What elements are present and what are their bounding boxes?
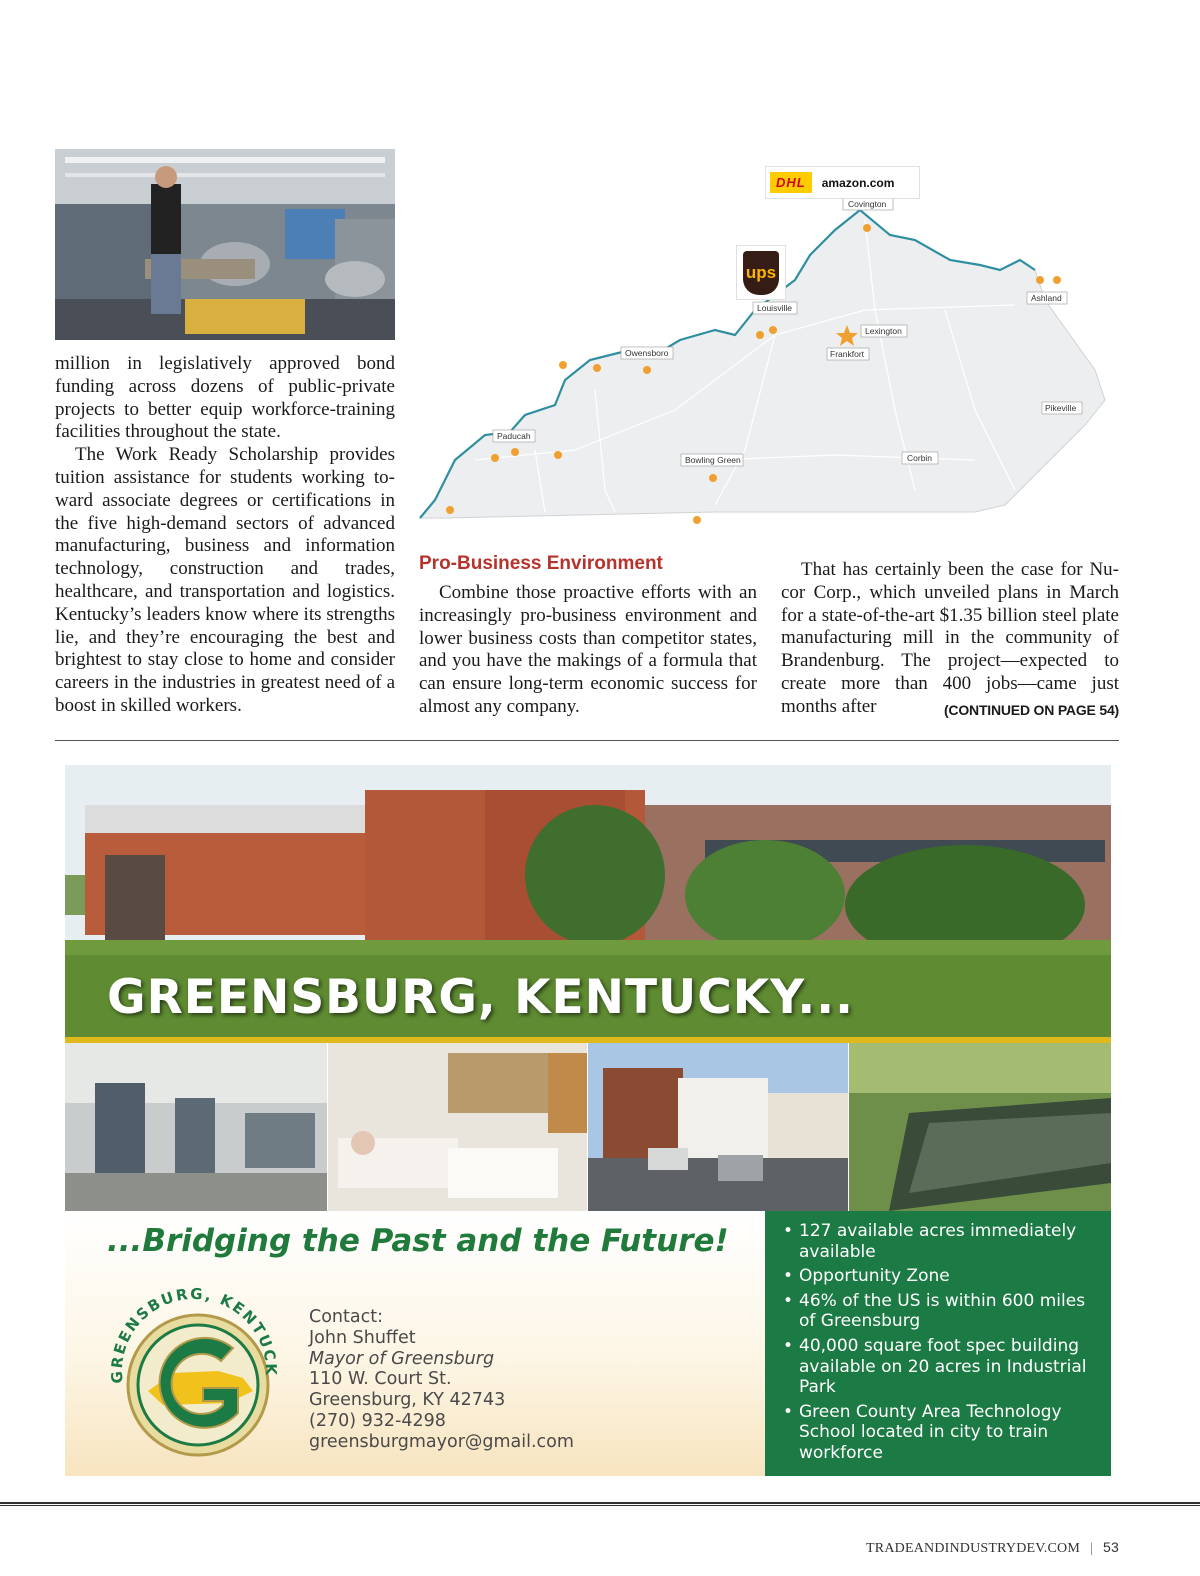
features-panel	[765, 1211, 1111, 1476]
article-paragraph	[781, 559, 1119, 719]
ad-headline: GREENSBURG, KENTUCKY...	[107, 970, 854, 1025]
seal-text: GREENSBURG, KENTUCK	[107, 1284, 281, 1385]
ad-tagline: ...Bridging the Past and the Future!	[107, 1223, 729, 1259]
map-city-label: Pikeville	[1045, 403, 1077, 413]
map-city-label: Corbin	[907, 453, 933, 463]
article-paragraph: The Work Ready Scholarship provides tuition assistance for students working toward associate degrees or certifications in the five high-demand sectors of advanced manufacturing, business and information technology, construction and trades, healthcare, and transportation and logistics. Kentucky’s leaders know where its strengths lie, and they’re encouraging the best and brightest to stay close to home and consider careers in the industries in greatest need of a boost in skilled workers.	[55, 444, 395, 716]
article-paragraph: Combine those proactive efforts with an increasingly pro-business environment and lower business costs than competitor states, and you have the makings of a formula that can ensure long-term economic success for almost any company.	[419, 582, 757, 717]
article-column-3	[781, 559, 1119, 722]
map-city-label: Lexington	[865, 326, 902, 336]
features-list	[783, 1221, 1099, 1464]
continued-note: (CONTINUED ON PAGE 54)	[943, 701, 1119, 718]
ups-logo-box	[736, 245, 786, 300]
contact-street: 110 W. Court St.	[309, 1369, 452, 1390]
contact-phone: (270) 932-4298	[309, 1410, 446, 1431]
contact-email: greensburgmayor@gmail.com	[309, 1431, 574, 1452]
article-column-1	[55, 353, 395, 718]
section-subhead: Pro-Business Environment	[419, 553, 663, 574]
factory-worker-photo	[55, 149, 395, 340]
section-divider	[55, 740, 1119, 741]
article-paragraph: million in legislatively approved bond funding across dozens of public-private projects to better equip workforce-training facilities throughout the state.	[55, 353, 395, 443]
map-city-label: Ashland	[1031, 293, 1062, 303]
feature-item: • 46% of the US is within 600 miles of Greensburg	[783, 1291, 1099, 1332]
machine-shop-photo	[65, 1043, 327, 1211]
footer-rule	[0, 1502, 1200, 1506]
dhl-logo: DHL	[770, 172, 812, 193]
downtown-street-photo	[588, 1043, 848, 1211]
feature-item: • 127 available acres immediately available	[783, 1221, 1099, 1262]
greensburg-advertisement	[65, 765, 1111, 1476]
healthcare-classroom-photo	[328, 1043, 587, 1211]
kentucky-map	[415, 160, 1120, 530]
contact-title: Mayor of Greensburg	[309, 1348, 495, 1369]
footer-separator: |	[1090, 1541, 1094, 1556]
page-footer	[866, 1539, 1119, 1557]
page-number: 53	[1103, 1539, 1119, 1555]
article-paragraph-text: That has certainly been the case for Nucor Corp., which unveiled plans in March for a state-of-the-art $1.35 billion steel plate manufacturing mill in the community of Brandenburg. The project—expected to create more than 400 jobs—came just months after	[781, 559, 1119, 717]
contact-city: Greensburg, KY 42743	[309, 1390, 506, 1411]
feature-item: • Opportunity Zone	[783, 1266, 1099, 1287]
map-city-label: Paducah	[497, 431, 531, 441]
dhl-amazon-logos	[765, 166, 920, 199]
map-city-label: Louisville	[757, 303, 792, 313]
contact-info	[309, 1307, 574, 1453]
map-city-label: Frankfort	[830, 349, 865, 359]
contact-label: Contact:	[309, 1307, 383, 1327]
map-city-label: Owensboro	[625, 348, 669, 358]
feature-item: • 40,000 square foot spec building available on 20 acres in Industrial Park	[783, 1336, 1099, 1398]
river-photo	[849, 1043, 1111, 1211]
contact-panel	[65, 1211, 765, 1476]
footer-site: TRADEANDINDUSTRYDEV.COM	[866, 1541, 1080, 1556]
article-column-2	[419, 582, 757, 719]
map-city-label: Covington	[848, 199, 887, 209]
feature-item: • Green County Area Technology School located in city to train workforce	[783, 1402, 1099, 1464]
amazon-logo: amazon.com	[821, 175, 895, 190]
greensburg-seal-logo	[93, 1273, 293, 1473]
contact-name: John Shuffet	[309, 1327, 416, 1348]
ups-logo: ups	[743, 251, 779, 295]
map-city-label: Bowling Green	[685, 455, 741, 465]
